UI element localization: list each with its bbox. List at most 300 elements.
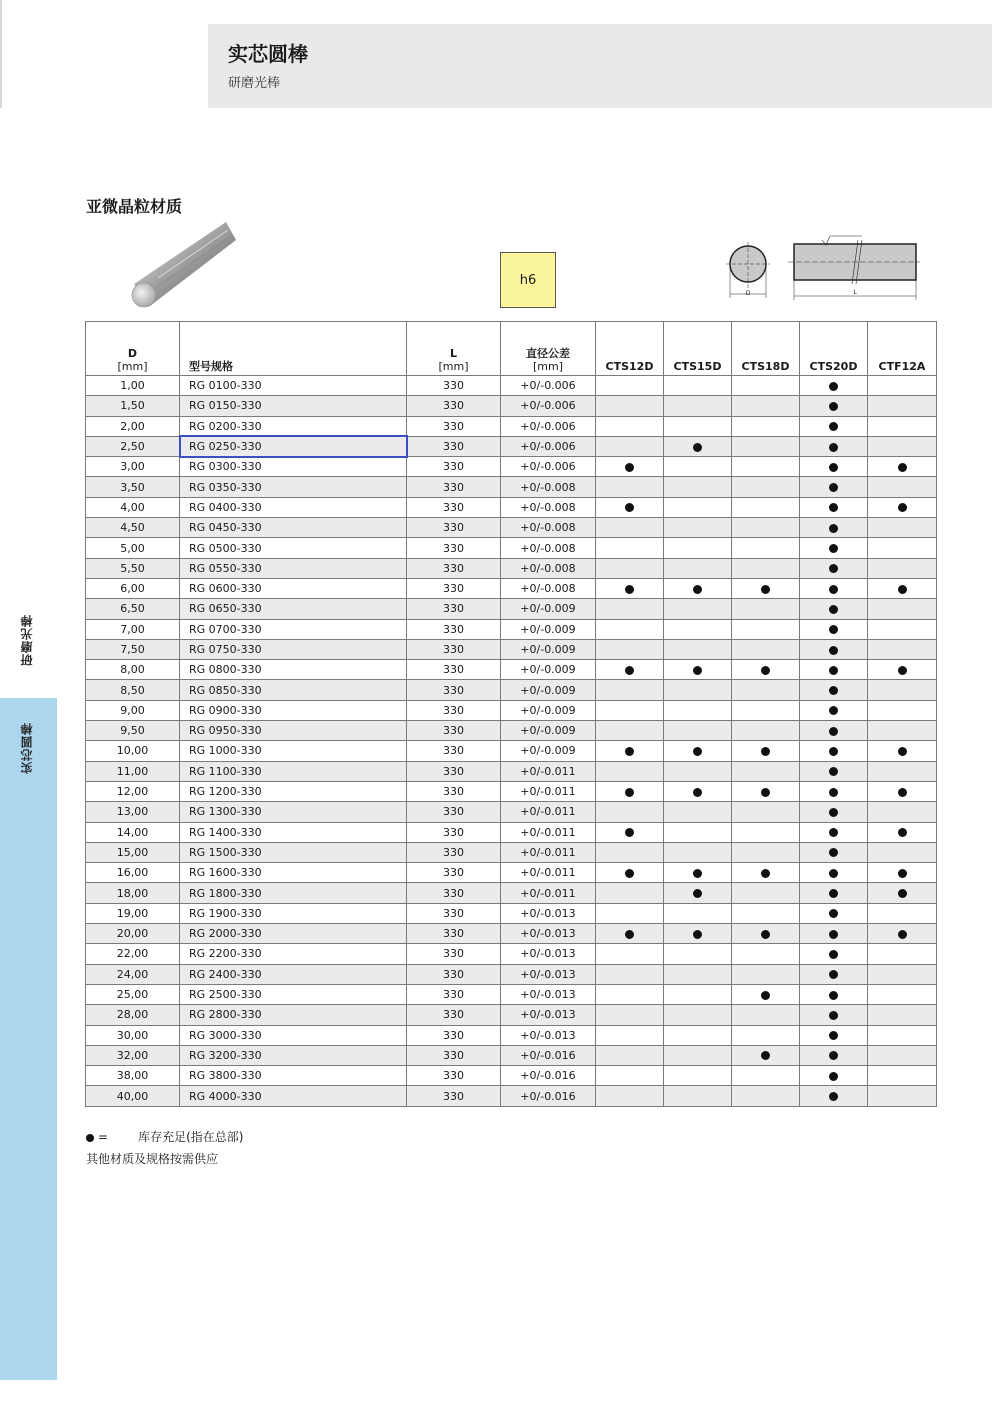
cell-cts18d: [732, 984, 800, 1004]
cell-length: 330: [407, 518, 501, 538]
cell-cts15d: [664, 660, 732, 680]
section-title: 亚微晶粒材质: [86, 197, 183, 216]
cell-cts20d: [800, 944, 868, 964]
cell-diameter: 6,00: [86, 578, 180, 598]
cell-diameter: 10,00: [86, 741, 180, 761]
cell-ctf12a: [868, 984, 937, 1004]
cell-ctf12a: [868, 436, 937, 456]
carbide-rod-image: [128, 218, 238, 314]
cell-cts18d: [732, 538, 800, 558]
cell-model[interactable]: RG 1000-330: [180, 741, 407, 761]
cell-cts15d: [664, 863, 732, 883]
cell-tolerance: +0/-0.009: [501, 700, 596, 720]
cell-ctf12a: [868, 741, 937, 761]
cell-cts18d: [732, 903, 800, 923]
cell-model[interactable]: RG 0500-330: [180, 538, 407, 558]
stock-dot-icon: [829, 524, 838, 533]
cell-cts20d: [800, 924, 868, 944]
cell-diameter: 6,50: [86, 599, 180, 619]
table-row: [86, 416, 937, 436]
cell-length: 330: [407, 781, 501, 801]
stock-dot-icon: [829, 869, 838, 878]
cell-tolerance: +0/-0.009: [501, 741, 596, 761]
cell-ctf12a: [868, 883, 937, 903]
cell-ctf12a: [868, 964, 937, 984]
cell-model[interactable]: RG 0300-330: [180, 457, 407, 477]
cell-cts15d: [664, 1005, 732, 1025]
cell-diameter: 24,00: [86, 964, 180, 984]
cell-cts20d: [800, 538, 868, 558]
col-header-ctf12a: CTF12A: [868, 322, 937, 376]
cell-cts18d: [732, 477, 800, 497]
cell-length: 330: [407, 639, 501, 659]
cell-ctf12a: [868, 944, 937, 964]
stock-dot-icon: [829, 503, 838, 512]
table-row: [86, 741, 937, 761]
cell-tolerance: +0/-0.006: [501, 376, 596, 396]
stock-dot-icon: [829, 646, 838, 655]
cell-ctf12a: [868, 518, 937, 538]
cell-cts18d: [732, 761, 800, 781]
table-row: [86, 477, 937, 497]
stock-dot-icon: [761, 991, 770, 1000]
page-subtitle: 研磨光棒: [228, 76, 281, 91]
cell-cts18d: [732, 660, 800, 680]
cell-length: 330: [407, 680, 501, 700]
cell-model[interactable]: RG 1300-330: [180, 802, 407, 822]
cell-model[interactable]: RG 1900-330: [180, 903, 407, 923]
stock-dot-icon: [693, 889, 702, 898]
cell-cts18d: [732, 822, 800, 842]
stock-dot-icon: [829, 930, 838, 939]
stock-dot-icon: [761, 869, 770, 878]
table-row: [86, 903, 937, 923]
cell-tolerance: +0/-0.011: [501, 822, 596, 842]
cell-length: 330: [407, 578, 501, 598]
cell-cts20d: [800, 558, 868, 578]
col-header-tolerance-unit: [mm]: [532, 360, 563, 373]
cell-model[interactable]: RG 0600-330: [180, 578, 407, 598]
cell-ctf12a: [868, 1005, 937, 1025]
cell-length: 330: [407, 700, 501, 720]
table-row: [86, 924, 937, 944]
stock-dot-icon: [829, 463, 838, 472]
cell-model[interactable]: RG 2000-330: [180, 924, 407, 944]
side-tab-solid-rod[interactable]: [0, 698, 57, 1380]
cell-ctf12a: [868, 558, 937, 578]
cell-model[interactable]: RG 1800-330: [180, 883, 407, 903]
cell-cts18d: [732, 457, 800, 477]
cell-cts12d: [596, 660, 664, 680]
cell-model[interactable]: RG 4000-330: [180, 1086, 407, 1106]
cell-length: 330: [407, 1005, 501, 1025]
stock-dot-icon: [625, 828, 634, 837]
cell-ctf12a: [868, 578, 937, 598]
cell-cts12d: [596, 924, 664, 944]
cell-cts12d: [596, 1066, 664, 1086]
cell-cts20d: [800, 964, 868, 984]
cell-cts15d: [664, 700, 732, 720]
cell-diameter: 2,00: [86, 416, 180, 436]
cell-cts18d: [732, 924, 800, 944]
cell-cts18d: [732, 781, 800, 801]
cell-cts20d: [800, 1086, 868, 1106]
cell-cts12d: [596, 1005, 664, 1025]
cell-model[interactable]: RG 2500-330: [180, 984, 407, 1004]
cell-length: 330: [407, 396, 501, 416]
cell-model[interactable]: RG 0150-330: [180, 396, 407, 416]
cell-model[interactable]: RG 0550-330: [180, 558, 407, 578]
cell-ctf12a: [868, 802, 937, 822]
cell-cts15d: [664, 538, 732, 558]
cell-length: 330: [407, 457, 501, 477]
cell-cts12d: [596, 639, 664, 659]
cell-diameter: 19,00: [86, 903, 180, 923]
cell-cts18d: [732, 619, 800, 639]
legend-symbol: =: [98, 1130, 109, 1144]
cell-cts18d: [732, 396, 800, 416]
table-row: [86, 396, 937, 416]
cell-ctf12a: [868, 497, 937, 517]
cell-length: 330: [407, 822, 501, 842]
stock-dot-icon: [829, 1031, 838, 1040]
cell-tolerance: +0/-0.011: [501, 761, 596, 781]
cell-cts12d: [596, 721, 664, 741]
cell-cts20d: [800, 741, 868, 761]
cell-cts18d: [732, 416, 800, 436]
cell-diameter: 25,00: [86, 984, 180, 1004]
cell-length: 330: [407, 599, 501, 619]
table-row: [86, 599, 937, 619]
legend: [86, 1128, 243, 1145]
cell-cts20d: [800, 822, 868, 842]
cell-cts18d: [732, 497, 800, 517]
cell-tolerance: +0/-0.006: [501, 457, 596, 477]
cell-tolerance: +0/-0.009: [501, 680, 596, 700]
table-row: [86, 1086, 937, 1106]
stock-dot-icon: [829, 1092, 838, 1101]
cell-cts15d: [664, 599, 732, 619]
cell-cts15d: [664, 578, 732, 598]
table-row: [86, 457, 937, 477]
cell-tolerance: +0/-0.006: [501, 436, 596, 456]
cell-ctf12a: [868, 538, 937, 558]
cell-cts12d: [596, 619, 664, 639]
cell-model[interactable]: RG 0250-330: [180, 436, 407, 456]
cell-model[interactable]: RG 2800-330: [180, 1005, 407, 1025]
cell-cts20d: [800, 497, 868, 517]
cell-cts15d: [664, 1045, 732, 1065]
cell-ctf12a: [868, 1066, 937, 1086]
table-row: [86, 660, 937, 680]
col-header-cts20d: CTS20D: [800, 322, 868, 376]
cell-diameter: 14,00: [86, 822, 180, 842]
cell-length: 330: [407, 436, 501, 456]
cell-cts12d: [596, 396, 664, 416]
cell-cts20d: [800, 639, 868, 659]
cell-cts20d: [800, 578, 868, 598]
stock-dot-icon: [898, 666, 907, 675]
cell-model[interactable]: RG 1600-330: [180, 863, 407, 883]
cell-cts15d: [664, 457, 732, 477]
cell-diameter: 9,00: [86, 700, 180, 720]
cell-diameter: 38,00: [86, 1066, 180, 1086]
cell-tolerance: +0/-0.011: [501, 781, 596, 801]
cell-cts20d: [800, 700, 868, 720]
cell-cts12d: [596, 599, 664, 619]
cell-model[interactable]: RG 2200-330: [180, 944, 407, 964]
cell-diameter: 22,00: [86, 944, 180, 964]
cell-length: 330: [407, 1045, 501, 1065]
cell-length: 330: [407, 477, 501, 497]
cell-tolerance: +0/-0.008: [501, 518, 596, 538]
cell-model[interactable]: RG 0950-330: [180, 721, 407, 741]
cell-cts15d: [664, 416, 732, 436]
cell-cts15d: [664, 376, 732, 396]
table-row: [86, 436, 937, 456]
cell-cts20d: [800, 1025, 868, 1045]
table-row: [86, 761, 937, 781]
cell-cts15d: [664, 721, 732, 741]
stock-dot-icon: [829, 727, 838, 736]
cell-cts12d: [596, 436, 664, 456]
stock-dot-icon: [761, 666, 770, 675]
stock-dot-icon: [829, 686, 838, 695]
length-label: L: [853, 289, 857, 296]
stock-dot-icon: [829, 483, 838, 492]
cell-tolerance: +0/-0.008: [501, 578, 596, 598]
cell-model[interactable]: RG 3000-330: [180, 1025, 407, 1045]
cell-ctf12a: [868, 396, 937, 416]
cell-cts18d: [732, 802, 800, 822]
cell-cts15d: [664, 1025, 732, 1045]
stock-dot-icon: [693, 869, 702, 878]
cell-cts15d: [664, 1086, 732, 1106]
table-row: [86, 518, 937, 538]
cell-cts18d: [732, 1045, 800, 1065]
cell-ctf12a: [868, 639, 937, 659]
tolerance-badge: h6: [500, 252, 556, 308]
cell-cts20d: [800, 680, 868, 700]
cell-tolerance: +0/-0.006: [501, 416, 596, 436]
cell-length: 330: [407, 924, 501, 944]
cell-diameter: 13,00: [86, 802, 180, 822]
cell-model[interactable]: RG 0900-330: [180, 700, 407, 720]
cell-ctf12a: [868, 660, 937, 680]
cell-model[interactable]: RG 0800-330: [180, 660, 407, 680]
cell-cts20d: [800, 721, 868, 741]
col-header-cts18d: CTS18D: [732, 322, 800, 376]
stock-dot-icon: [761, 1051, 770, 1060]
table-body: [86, 376, 937, 1107]
cell-tolerance: +0/-0.013: [501, 903, 596, 923]
cell-ctf12a: [868, 457, 937, 477]
cell-cts15d: [664, 944, 732, 964]
page-header: [208, 24, 992, 108]
stock-dot-icon: [898, 747, 907, 756]
cell-cts18d: [732, 436, 800, 456]
stock-dot-icon: [829, 991, 838, 1000]
cell-length: 330: [407, 1086, 501, 1106]
cell-tolerance: +0/-0.011: [501, 842, 596, 862]
cell-ctf12a: [868, 700, 937, 720]
stock-dot-icon: [625, 463, 634, 472]
cell-tolerance: +0/-0.013: [501, 964, 596, 984]
cell-cts15d: [664, 924, 732, 944]
table-row: [86, 721, 937, 741]
cell-cts18d: [732, 376, 800, 396]
table-row: [86, 1045, 937, 1065]
cell-ctf12a: [868, 781, 937, 801]
table-row: [86, 883, 937, 903]
cell-ctf12a: [868, 924, 937, 944]
cell-cts12d: [596, 376, 664, 396]
cell-diameter: 8,00: [86, 660, 180, 680]
cell-cts12d: [596, 802, 664, 822]
cell-length: 330: [407, 802, 501, 822]
cell-cts20d: [800, 457, 868, 477]
cell-length: 330: [407, 416, 501, 436]
cell-cts20d: [800, 477, 868, 497]
cell-cts15d: [664, 842, 732, 862]
cell-diameter: 18,00: [86, 883, 180, 903]
stock-dot-icon: [829, 706, 838, 715]
cell-tolerance: +0/-0.013: [501, 944, 596, 964]
cell-model[interactable]: RG 1100-330: [180, 761, 407, 781]
cell-cts20d: [800, 436, 868, 456]
cell-diameter: 4,50: [86, 518, 180, 538]
cell-diameter: 11,00: [86, 761, 180, 781]
cell-diameter: 28,00: [86, 1005, 180, 1025]
cell-model[interactable]: RG 0650-330: [180, 599, 407, 619]
cell-length: 330: [407, 660, 501, 680]
cell-cts20d: [800, 842, 868, 862]
cell-cts12d: [596, 1025, 664, 1045]
cell-ctf12a: [868, 416, 937, 436]
page-title: 实芯圆棒: [228, 42, 308, 66]
cell-cts12d: [596, 497, 664, 517]
cell-length: 330: [407, 883, 501, 903]
cell-cts15d: [664, 518, 732, 538]
cell-model[interactable]: RG 1500-330: [180, 842, 407, 862]
cell-cts12d: [596, 883, 664, 903]
cell-model[interactable]: RG 0750-330: [180, 639, 407, 659]
table-row: [86, 376, 937, 396]
cell-ctf12a: [868, 903, 937, 923]
cell-diameter: 5,00: [86, 538, 180, 558]
cell-length: 330: [407, 538, 501, 558]
table-row: [86, 639, 937, 659]
col-header-l-label: L: [449, 347, 457, 360]
stock-dot-icon: [829, 747, 838, 756]
cell-cts18d: [732, 1086, 800, 1106]
stock-dot-icon: [898, 585, 907, 594]
stock-dot-icon: [693, 788, 702, 797]
stock-dot-icon: [829, 666, 838, 675]
cell-cts18d: [732, 1025, 800, 1045]
cell-model[interactable]: RG 0700-330: [180, 619, 407, 639]
cell-cts15d: [664, 497, 732, 517]
cell-length: 330: [407, 964, 501, 984]
col-header-cts15d: CTS15D: [664, 322, 732, 376]
cell-diameter: 16,00: [86, 863, 180, 883]
cell-model[interactable]: RG 2400-330: [180, 964, 407, 984]
table-row: [86, 802, 937, 822]
cell-cts15d: [664, 903, 732, 923]
cell-length: 330: [407, 1025, 501, 1045]
stock-dot-icon: [829, 1051, 838, 1060]
cell-cts15d: [664, 436, 732, 456]
stock-dot-icon: [829, 950, 838, 959]
cell-model[interactable]: RG 0200-330: [180, 416, 407, 436]
cell-model[interactable]: RG 0100-330: [180, 376, 407, 396]
table-row: [86, 822, 937, 842]
cell-tolerance: +0/-0.013: [501, 1005, 596, 1025]
cell-cts20d: [800, 781, 868, 801]
cell-cts15d: [664, 964, 732, 984]
cell-tolerance: +0/-0.016: [501, 1066, 596, 1086]
col-header-l-unit: [mm]: [438, 360, 469, 373]
table-row: [86, 842, 937, 862]
cell-tolerance: +0/-0.008: [501, 497, 596, 517]
cell-tolerance: +0/-0.011: [501, 863, 596, 883]
cell-cts20d: [800, 903, 868, 923]
col-header-l: [407, 322, 501, 376]
stock-dot-icon: [625, 503, 634, 512]
cell-tolerance: +0/-0.013: [501, 1025, 596, 1045]
stock-dot-icon: [829, 767, 838, 776]
cell-model[interactable]: RG 0850-330: [180, 680, 407, 700]
table-row: [86, 863, 937, 883]
cell-cts20d: [800, 396, 868, 416]
cell-model[interactable]: RG 0450-330: [180, 518, 407, 538]
cell-cts18d: [732, 863, 800, 883]
stock-dot-icon: [86, 1134, 94, 1142]
stock-dot-icon: [829, 889, 838, 898]
cell-model[interactable]: RG 3200-330: [180, 1045, 407, 1065]
cell-cts15d: [664, 639, 732, 659]
side-tab-label: 研磨光棒: [20, 614, 34, 666]
stock-dot-icon: [693, 443, 702, 452]
stock-dot-icon: [898, 889, 907, 898]
stock-dot-icon: [761, 585, 770, 594]
cell-tolerance: +0/-0.009: [501, 639, 596, 659]
cell-model[interactable]: RG 3800-330: [180, 1066, 407, 1086]
cell-ctf12a: [868, 1045, 937, 1065]
side-tab-grinding-rod[interactable]: [0, 590, 57, 698]
cell-cts12d: [596, 457, 664, 477]
cell-diameter: 7,00: [86, 619, 180, 639]
cell-length: 330: [407, 842, 501, 862]
product-table: [85, 321, 937, 1107]
cell-cts12d: [596, 822, 664, 842]
cell-model[interactable]: RG 1400-330: [180, 822, 407, 842]
cell-cts12d: [596, 680, 664, 700]
stock-dot-icon: [829, 585, 838, 594]
cell-ctf12a: [868, 376, 937, 396]
cell-model[interactable]: RG 0350-330: [180, 477, 407, 497]
cell-model[interactable]: RG 0400-330: [180, 497, 407, 517]
stock-dot-icon: [625, 747, 634, 756]
stock-dot-icon: [898, 463, 907, 472]
stock-dot-icon: [898, 869, 907, 878]
stock-dot-icon: [761, 788, 770, 797]
cell-diameter: 4,00: [86, 497, 180, 517]
cell-cts18d: [732, 964, 800, 984]
cell-model[interactable]: RG 1200-330: [180, 781, 407, 801]
legend-text: 库存充足(指在总部): [138, 1130, 244, 1144]
cell-diameter: 1,00: [86, 376, 180, 396]
